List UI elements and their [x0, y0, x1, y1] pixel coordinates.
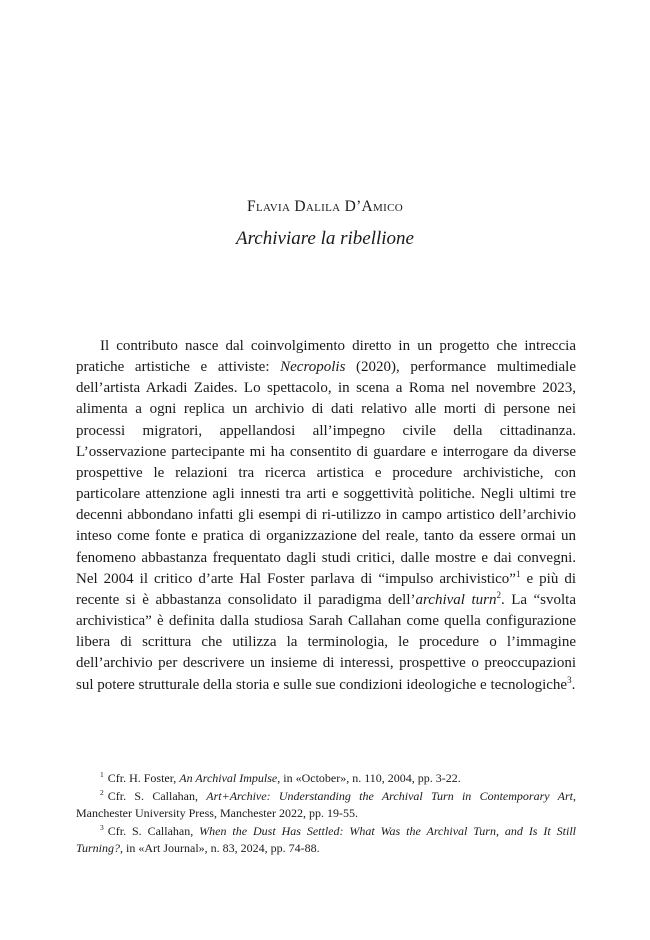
footnote-number: 1: [100, 770, 104, 779]
footnote-1: [76, 770, 576, 788]
footnote-work-title: When the Dust Has Settled: What Was the Archival Turn, and Is It Still Turning?: [76, 823, 576, 855]
footnote-number: 2: [100, 787, 104, 797]
footnote-text: Cfr. S. Callahan,: [107, 788, 207, 803]
footnote-text: , in «October», n. 110, 2004, pp. 3-22.: [277, 771, 461, 785]
footnote-ref-2[interactable]: 2: [496, 589, 501, 600]
footnote-work-title: Art+Archive: Understanding the Archival Turn in Contemporary Art: [206, 788, 573, 803]
footnotes: [76, 770, 576, 858]
body-text-1: Il contributo nasce dal coinvolgimento diretto in un progetto che intreccia pratiche artistiche e attiviste:: [76, 338, 576, 376]
body-text-3: e più di recente si è abbastanza consolidato il paradigma dell’: [76, 570, 576, 608]
footnote-text: , in «Art Journal», n. 83, 2024, pp. 74-88.: [120, 841, 320, 855]
footnote-ref-3[interactable]: 3: [567, 674, 572, 685]
footnote-text: Cfr. H. Foster,: [107, 771, 180, 785]
footnote-work-title: An Archival Impulse: [179, 771, 278, 785]
work-title-necropolis: Necropolis: [280, 359, 346, 376]
body-text-2: (2020), performance multimediale dell’artista Arkadi Zaides. Lo spettacolo, in scena a Roma nel novembre 2023, alimenta a ogni replica un archivio di dati relativo alle morti di persone nei processi migratori, appellandosi all’impegno civile della cittadinanza. L’osservazione partecipante mi ha consentito di guardare e interrogare da diverse prospettive le relazioni tra ricerca artistica e procedure archivistiche, con particolare attenzione agli innesti tra arti e soggettività politiche. Negli ultimi tre decenni abbondano infatti gli esempi di ri-utilizzo in campo artistico dell’archivio inteso come fonte e pratica di organizzazione del reale, tanto da essere ormai un fenomeno abbastanza frequentato dagli studi critici, dalle mostre e dai convegni. Nel 2004 il critico d’arte Hal Foster parlava di “impulso archivistico”: [76, 359, 576, 587]
term-archival-turn: archival turn: [415, 591, 497, 608]
footnote-3: [76, 823, 576, 858]
footnote-2: [76, 788, 576, 823]
footnote-text: Cfr. S. Callahan,: [107, 823, 200, 838]
footnote-ref-1[interactable]: 1: [515, 568, 521, 579]
body-paragraph: [76, 336, 576, 696]
main-body: [76, 336, 576, 696]
author-name: Flavia Dalila D’Amico: [247, 198, 403, 215]
article-title: Archiviare la ribellione: [236, 228, 414, 249]
footnote-text: , Manchester University Press, Manchester 2022, pp. 19-55.: [76, 788, 576, 820]
body-text-5: .: [571, 676, 576, 693]
body-text-4: . La “svolta archivistica” è definita dalla studiosa Sarah Callahan come quella configurazione libera di scrittura che utilizza la terminologia, le procedure o l’immagine dell’archivio per descrivere un insieme di interessi, prospettive o preoccupazioni sul potere strutturale della storia e sulle sue condizioni ideologiche e tecnologiche: [76, 591, 577, 693]
footnote-number: 3: [100, 822, 104, 832]
